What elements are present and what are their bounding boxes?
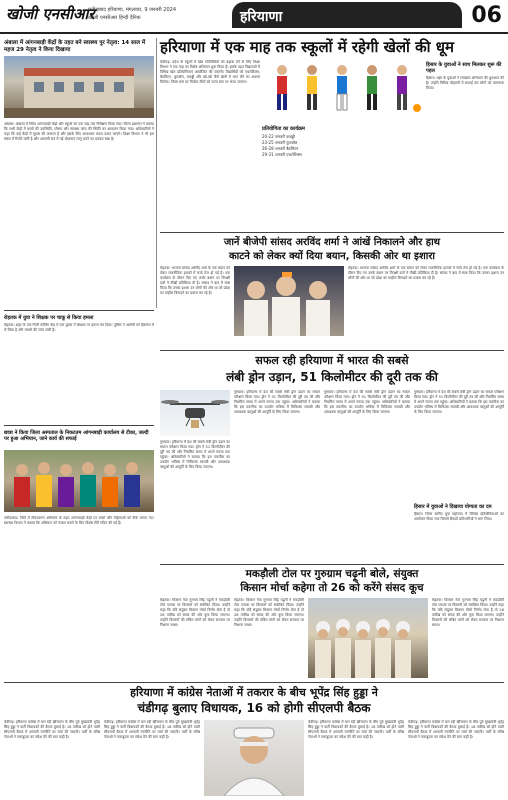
sports-schedule-row: 20-22 जनवरी कबड्डी (262, 134, 295, 139)
school-article-body: अंबाला। अंबाला में स्थित आंगनबाड़ी केंद्रों और स्कूलों का एक माह तक निरीक्षण किया गया। जिला प्रशासन ने बताया कि सभी केंद्रों में बच्चों की उपस्थिति, पोषण और स्वास्थ्य जांच की स्थिति का आकलन किया गया। अधिकारियों ने कहा कि कई केंद्रों में सुधार की जरूरत है और इसके लिए आवश्यक कदम उठाए जाएंगे। शिक्षा विभाग ने भी इस संबंध में रिपोर्ट मांगी है और आगामी सत्र में नई योजनाएं लागू करने का प्रस्ताव रखा है। (4, 122, 154, 141)
vaccination-photo (4, 450, 154, 512)
masthead-tagline: खोजी एनसीआर हिन्दी दैनिक (88, 15, 141, 21)
side-note-body: रोहतक। शहर के एक निजी कोचिंग केंद्र में एक युवक ने शिक्षक पर हमला कर दिया। पुलिस ने आरोपी को हिरासत में ले लिया है और मामले की जांच जारी है। (4, 323, 154, 332)
farmers-photo (308, 598, 428, 678)
politics-headline-line1: जानें बीजेपी सांसद अरविंद शर्मा ने आंखें निकालने और हाथ (223, 237, 441, 248)
congress-body-2: चंडीगढ़। हरियाणा कांग्रेस में चल रही खींचतान के बीच पूर्व मुख्यमंत्री भूपेंद्र सिंह हुड्डा ने पार्टी विधायकों की बैठक बुलाई है। 16 तारीख को होने वाली सीएलपी बैठक में आगामी रणनीति पर चर्चा की जाएगी। पार्टी के वरिष्ठ नेताओं ने एकजुटता का संदेश देने की बात कही है। (104, 720, 200, 739)
politics-headline-line2: काटने को लेकर क्यों दिया बयान, किसकी ओर था इशारा (228, 251, 436, 262)
drone-body-2: गुरुग्राम। हरियाणा में देश की सबसे लंबी ड्रोन उड़ान का सफल परीक्षण किया गया। ड्रोन ने 51 किलोमीटर की दूरी तय की और निर्धारित समय में अपने गंतव्य तक पहुंचा। अधिकारियों ने बताया कि इस तकनीक का उपयोग भविष्य में चिकित्सा सामग्री और आवश्यक वस्तुओं की आपूर्ति के लिए किया जाएगा। (234, 390, 320, 414)
vaccination-article (4, 428, 154, 648)
drone-body-3: गुरुग्राम। हरियाणा में देश की सबसे लंबी ड्रोन उड़ान का सफल परीक्षण किया गया। ड्रोन ने 51 किलोमीटर की दूरी तय की और निर्धारित समय में अपने गंतव्य तक पहुंचा। अधिकारियों ने बताया कि इस तकनीक का उपयोग भविष्य में चिकित्सा सामग्री और आवश्यक वस्तुओं की आपूर्ति के लिए किया जाएगा। (324, 390, 410, 414)
congress-leader-photo (204, 720, 304, 796)
masthead-meta (88, 6, 218, 22)
farmers-headline-line1: मकड़ौली टोल पर गुरुग्राम चढ़ूनी बोले, संयुक्त (245, 568, 419, 580)
right-brief-headline: हिसार के युवाओं ने साथ मिलकर शुरू की पहल (426, 62, 502, 74)
congress-body-3: चंडीगढ़। हरियाणा कांग्रेस में चल रही खींचतान के बीच पूर्व मुख्यमंत्री भूपेंद्र सिंह हुड्डा ने पार्टी विधायकों की बैठक बुलाई है। 16 तारीख को होने वाली सीएलपी बैठक में आगामी रणनीति पर चर्चा की जाएगी। पार्टी के वरिष्ठ नेताओं ने एकजुटता का संदेश देने की बात कही है। (308, 720, 404, 739)
athletes-icon (262, 60, 422, 120)
sports-schedule (262, 124, 422, 230)
farmers-headline-line2: किसान मोर्चा कहेगा तो 26 को करेंगे संसद कूच (240, 582, 424, 594)
congress-headline-line2: चंडीगढ़ बुलाए विधायक, 16 को होगी सीएलपी बैठक (137, 701, 371, 715)
drone-icon (160, 390, 230, 436)
sports-illustration (262, 60, 422, 120)
masthead-date: फरीदाबाद हरियाणा, मंगलवार, 9 जनवरी 2024 (88, 7, 177, 13)
people-group-icon (4, 450, 154, 512)
leader-portrait-icon (204, 720, 304, 796)
congress-body-4: चंडीगढ़। हरियाणा कांग्रेस में चल रही खींचतान के बीच पूर्व मुख्यमंत्री भूपेंद्र सिंह हुड्डा ने पार्टी विधायकों की बैठक बुलाई है। 16 तारीख को होने वाली सीएलपी बैठक में आगामी रणनीति पर चर्चा की जाएगी। पार्टी के वरिष्ठ नेताओं ने एकजुटता का संदेश देने की बात कही है। (408, 720, 504, 739)
newspaper-logo: खोजी एनसीआर (6, 5, 95, 23)
school-photo (4, 56, 154, 118)
drone-headline-line1: सफल रही हरियाणा में भारत की सबसे (255, 354, 409, 367)
farmers-body-1: रोहतक। किसान नेता गुरनाम सिंह चढ़ूनी ने मकड़ौली टोल प्लाजा पर किसानों को संबोधित किया। उन्होंने कहा कि यदि संयुक्त किसान मोर्चा निर्णय लेता है तो 26 तारीख को संसद की ओर कूच किया जाएगा। उन्होंने किसानों की लंबित मांगों को लेकर सरकार पर निशाना साधा। (160, 598, 230, 627)
sports-headline: हरियाणा में एक माह तक स्कूलों में रहेगी खेलों की धूम (160, 38, 454, 56)
congress-headline-line1: हरियाणा में कांग्रेस नेताओं में तकरार के बीच भूपेंद्र सिंह हुड्डा ने (130, 686, 378, 699)
politicians-group-icon (234, 266, 344, 336)
politics-body-right: रोहतक। भाजपा सांसद अरविंद शर्मा के एक बयान को लेकर राजनीतिक हलकों में चर्चा तेज हो गई है। एक कार्यक्रम के दौरान दिए गए उनके बयान पर विपक्षी दलों ने तीखी प्रतिक्रिया दी है। सांसद ने बाद में स्पष्ट किया कि उनका इशारा उन लोगों की ओर था जो प्रदेश का माहौल बिगाड़ने का प्रयास कर रहे हैं। (348, 266, 504, 280)
vaccination-body: फरीदाबाद। जिले में टीकाकरण अभियान के तहत आंगनबाड़ी केंद्रों पर बच्चों और महिलाओं को टीके लगाए गए। स्वास्थ्य विभाग ने बताया कि अभियान को सफल बनाने के लिए विशेष टीमें गठित की गई हैं। (4, 516, 154, 525)
page-number: 06 (471, 3, 502, 28)
youth-brief-headline: हिसार में युवाओं ने दिखाया योग्यता का दम (414, 504, 492, 510)
farmers-body-3: रोहतक। किसान नेता गुरनाम सिंह चढ़ूनी ने मकड़ौली टोल प्लाजा पर किसानों को संबोधित किया। उन्होंने कहा कि यदि संयुक्त किसान मोर्चा निर्णय लेता है तो 26 तारीख को संसद की ओर कूच किया जाएगा। उन्होंने किसानों की लंबित मांगों को लेकर सरकार पर निशाना साधा। (432, 598, 504, 627)
right-brief (426, 60, 504, 230)
drone-photo (160, 390, 230, 436)
youth-brief-body: हिसार। जिला स्तरीय युवा महोत्सव में विभिन्न प्रतियोगिताओं का आयोजन किया गया जिसमें सैकड़ों प्रतिभागियों ने भाग लिया। (414, 512, 504, 521)
farmers-body-2: रोहतक। किसान नेता गुरनाम सिंह चढ़ूनी ने मकड़ौली टोल प्लाजा पर किसानों को संबोधित किया। उन्होंने कहा कि यदि संयुक्त किसान मोर्चा निर्णय लेता है तो 26 तारीख को संसद की ओर कूच किया जाएगा। उन्होंने किसानों की लंबित मांगों को लेकर सरकार पर निशाना साधा। (234, 598, 304, 627)
congress-body-1: चंडीगढ़। हरियाणा कांग्रेस में चल रही खींचतान के बीच पूर्व मुख्यमंत्री भूपेंद्र सिंह हुड्डा ने पार्टी विधायकों की बैठक बुलाई है। 16 तारीख को होने वाली सीएलपी बैठक में आगामी रणनीति पर चर्चा की जाएगी। पार्टी के वरिष्ठ नेताओं ने एकजुटता का संदेश देने की बात कही है। (4, 720, 100, 739)
sports-schedule-row: 29-31 जनवरी एथलेटिक्स (262, 152, 302, 157)
farmers-crowd-icon (308, 598, 428, 678)
drone-body-1: गुरुग्राम। हरियाणा में देश की सबसे लंबी ड्रोन उड़ान का सफल परीक्षण किया गया। ड्रोन ने 51 किलोमीटर की दूरी तय की और निर्धारित समय में अपने गंतव्य तक पहुंचा। अधिकारियों ने बताया कि इस तकनीक का उपयोग भविष्य में चिकित्सा सामग्री और आवश्यक वस्तुओं की आपूर्ति के लिए किया जाएगा। (160, 440, 230, 469)
side-note-headline: रोहतक में युवा ने शिक्षक पर चाकू से किया हमला (4, 315, 94, 321)
right-brief-body: हिसार। शहर के युवाओं ने स्वच्छता अभियान की शुरुआत की है। उन्होंने विभिन्न मोहल्लों में सफाई कर लोगों को जागरूक किया। (426, 76, 504, 90)
sports-schedule-row: 26-28 जनवरी बैडमिंटन (262, 146, 299, 151)
school-article (4, 38, 154, 308)
masthead (0, 0, 508, 34)
politics-body-left: रोहतक। भाजपा सांसद अरविंद शर्मा के एक बयान को लेकर राजनीतिक हलकों में चर्चा तेज हो गई है। एक कार्यक्रम के दौरान दिए गए उनके बयान पर विपक्षी दलों ने तीखी प्रतिक्रिया दी है। सांसद ने बाद में स्पष्ट किया कि उनका इशारा उन लोगों की ओर था जो प्रदेश का माहौल बिगाड़ने का प्रयास कर रहे हैं। (160, 266, 230, 295)
drone-headline-line2: लंबी ड्रोन उड़ान, 51 किलोमीटर की दूरी तक की (226, 370, 438, 384)
sports-schedule-title: प्रतियोगिता का कार्यक्रम (262, 126, 305, 132)
drone-body-4: गुरुग्राम। हरियाणा में देश की सबसे लंबी ड्रोन उड़ान का सफल परीक्षण किया गया। ड्रोन ने 51 किलोमीटर की दूरी तय की और निर्धारित समय में अपने गंतव्य तक पहुंचा। अधिकारियों ने बताया कि इस तकनीक का उपयोग भविष्य में चिकित्सा सामग्री और आवश्यक वस्तुओं की आपूर्ति के लिए किया जाएगा। (414, 390, 504, 414)
side-note-article (4, 313, 154, 423)
school-article-headline: अंबाला में आंगनबाड़ी केंद्रों के तहत बने स्वास्थ्य पुर नेतृत्व: 14 साल में महज 29 नेतृत्व ने किया दिखाया (4, 40, 146, 53)
politics-photo (234, 266, 344, 336)
section-tab: हरियाणा (232, 2, 462, 28)
vaccination-headline: छात्रा ने किया जिला अस्पताल के निकटतम आंगनबाड़ी कार्यालय से टीका, जल्दी पर हुआ अभियान, जाने कार्य की सफाई (4, 430, 149, 442)
sports-body: चंडीगढ़। प्रदेश के स्कूलों में खेल गतिविधियों को बढ़ावा देने के लिए शिक्षा विभाग ने एक माह का विशेष अभियान शुरू किया है। इसके तहत विद्यालयों में विभिन्न खेल प्रतियोगिताएं आयोजित की जाएंगी। विद्यार्थियों को एथलेटिक्स, बैडमिंटन, फुटबॉल, कबड्डी और खो-खो जैसे खेलों में भाग लेने का अवसर मिलेगा। जिला स्तर पर विजेता टीमों को राज्य स्तर पर भेजा जाएगा। (160, 60, 260, 84)
sports-schedule-row: 23-25 जनवरी फुटबॉल (262, 140, 298, 145)
school-building-icon (4, 56, 154, 118)
youth-brief (414, 502, 504, 562)
